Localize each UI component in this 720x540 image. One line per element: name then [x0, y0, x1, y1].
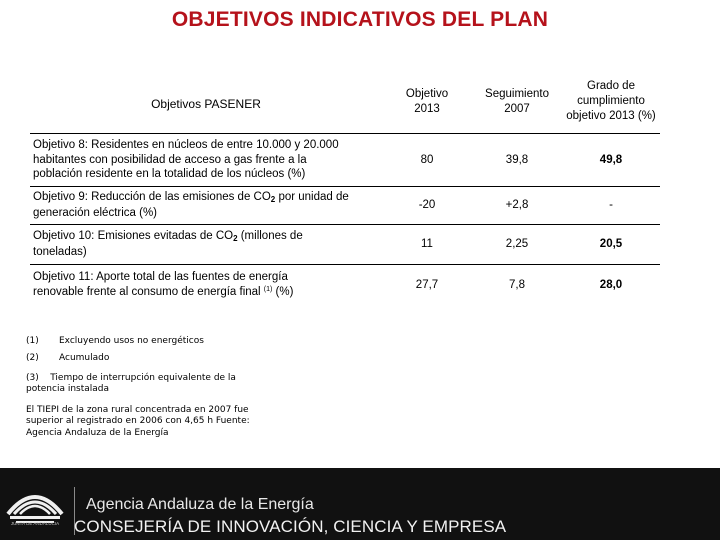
cell-grado: 49,8	[562, 134, 660, 187]
consejeria-name: CONSEJERÍA DE INNOVACIÓN, CIENCIA Y EMPRESA	[74, 517, 507, 536]
footnote-text: potencia instalada	[26, 383, 109, 394]
cell-objetivo: 80	[382, 134, 472, 187]
row-desc-line: Objetivo 11: Aporte total de las fuentes de energía	[33, 271, 288, 284]
header-seguimiento-line1: Seguimiento	[485, 87, 549, 100]
tiepi-line: El TIEPI de la zona rural concentrada en 2007 fue	[26, 405, 249, 415]
row-desc-subscript: 2	[233, 234, 238, 244]
footnotes	[26, 336, 296, 445]
header-grado-line3: objetivo 2013 (%)	[566, 109, 656, 122]
cell-objetivo: -20	[382, 187, 472, 225]
logo-caption: JUNTA DE ANDALUCIA	[10, 521, 60, 526]
row-desc-line: Objetivo 8: Residentes en núcleos de entre 10.000 y 20.000	[33, 138, 339, 151]
header-grado-line1: Grado de	[587, 80, 635, 93]
cell-grado: -	[562, 187, 660, 225]
row-description	[30, 134, 382, 187]
footnote-text: Acumulado	[59, 353, 110, 364]
footnote-text: Excluyendo usos no energéticos	[59, 336, 204, 346]
cell-grado: 20,5	[562, 225, 660, 265]
header-seguimiento-line2: 2007	[504, 102, 530, 115]
footnote-3	[26, 373, 296, 396]
row-desc-text: renovable frente al consumo de energía final	[33, 286, 261, 298]
footnote-number: (2)	[26, 353, 39, 364]
row-desc-line: población residente en la totalidad de los núcleos (%)	[33, 168, 306, 181]
cell-objetivo: 27,7	[382, 265, 472, 306]
row-desc-text: por unidad de	[275, 191, 349, 204]
table-row-objetivo-10	[30, 225, 660, 265]
row-description	[30, 225, 382, 265]
table-row-objetivo-8	[30, 134, 660, 187]
header-seguimiento-2007	[472, 70, 562, 134]
row-description	[30, 265, 382, 306]
header-objetivo-2013	[382, 70, 472, 134]
header-objetivo-line2: 2013	[414, 102, 440, 115]
cell-seguimiento: 2,25	[472, 225, 562, 265]
objectives-table	[30, 70, 660, 305]
footnote-1	[26, 336, 296, 347]
table-row-objetivo-11	[30, 265, 660, 306]
header-grado-line2: cumplimiento	[577, 95, 645, 108]
tiepi-line: superior al registrado en 2006 con 4,65 h Fuente:	[26, 416, 250, 427]
row-desc-text: Objetivo 10: Emisiones evitadas de CO	[33, 230, 234, 243]
row-desc-text: Objetivo 9: Reducción de las emisiones de CO	[33, 191, 271, 204]
footnote-ref: (1)	[263, 286, 273, 293]
tiepi-note	[26, 405, 296, 439]
page-title: OBJETIVOS INDICATIVOS DEL PLAN	[171, 8, 549, 31]
row-desc-subscript: 2	[270, 195, 276, 205]
header-objetivo-line1: Objetivo	[405, 87, 449, 100]
row-desc-line: toneladas)	[33, 245, 87, 258]
cell-grado: 28,0	[562, 265, 660, 306]
header-grado-cumplimiento	[562, 70, 660, 134]
footnote-number: (1)	[26, 336, 39, 346]
cell-seguimiento: +2,8	[472, 187, 562, 225]
row-desc-line: generación eléctrica (%)	[33, 206, 158, 219]
row-description	[30, 187, 382, 225]
agency-name: Agencia Andaluza de la Energía	[86, 496, 314, 513]
cell-seguimiento: 39,8	[472, 134, 562, 187]
row-desc-text: (millones de	[237, 230, 303, 243]
footnote-2	[26, 353, 296, 364]
cell-seguimiento: 7,8	[472, 265, 562, 306]
table-row-objetivo-9	[30, 187, 660, 225]
header-objetivos-pasener: Objetivos PASENER	[151, 96, 261, 111]
row-desc-line: habitantes con posibilidad de acceso a gas frente a la	[33, 153, 307, 166]
cell-objetivo: 11	[382, 225, 472, 265]
table-header-row	[30, 70, 660, 134]
tiepi-line: Agencia Andaluza de la Energía	[26, 427, 169, 438]
footnote-text: (3) Tiempo de interrupción equivalente de la	[26, 372, 236, 383]
row-desc-text: (%)	[272, 286, 294, 298]
